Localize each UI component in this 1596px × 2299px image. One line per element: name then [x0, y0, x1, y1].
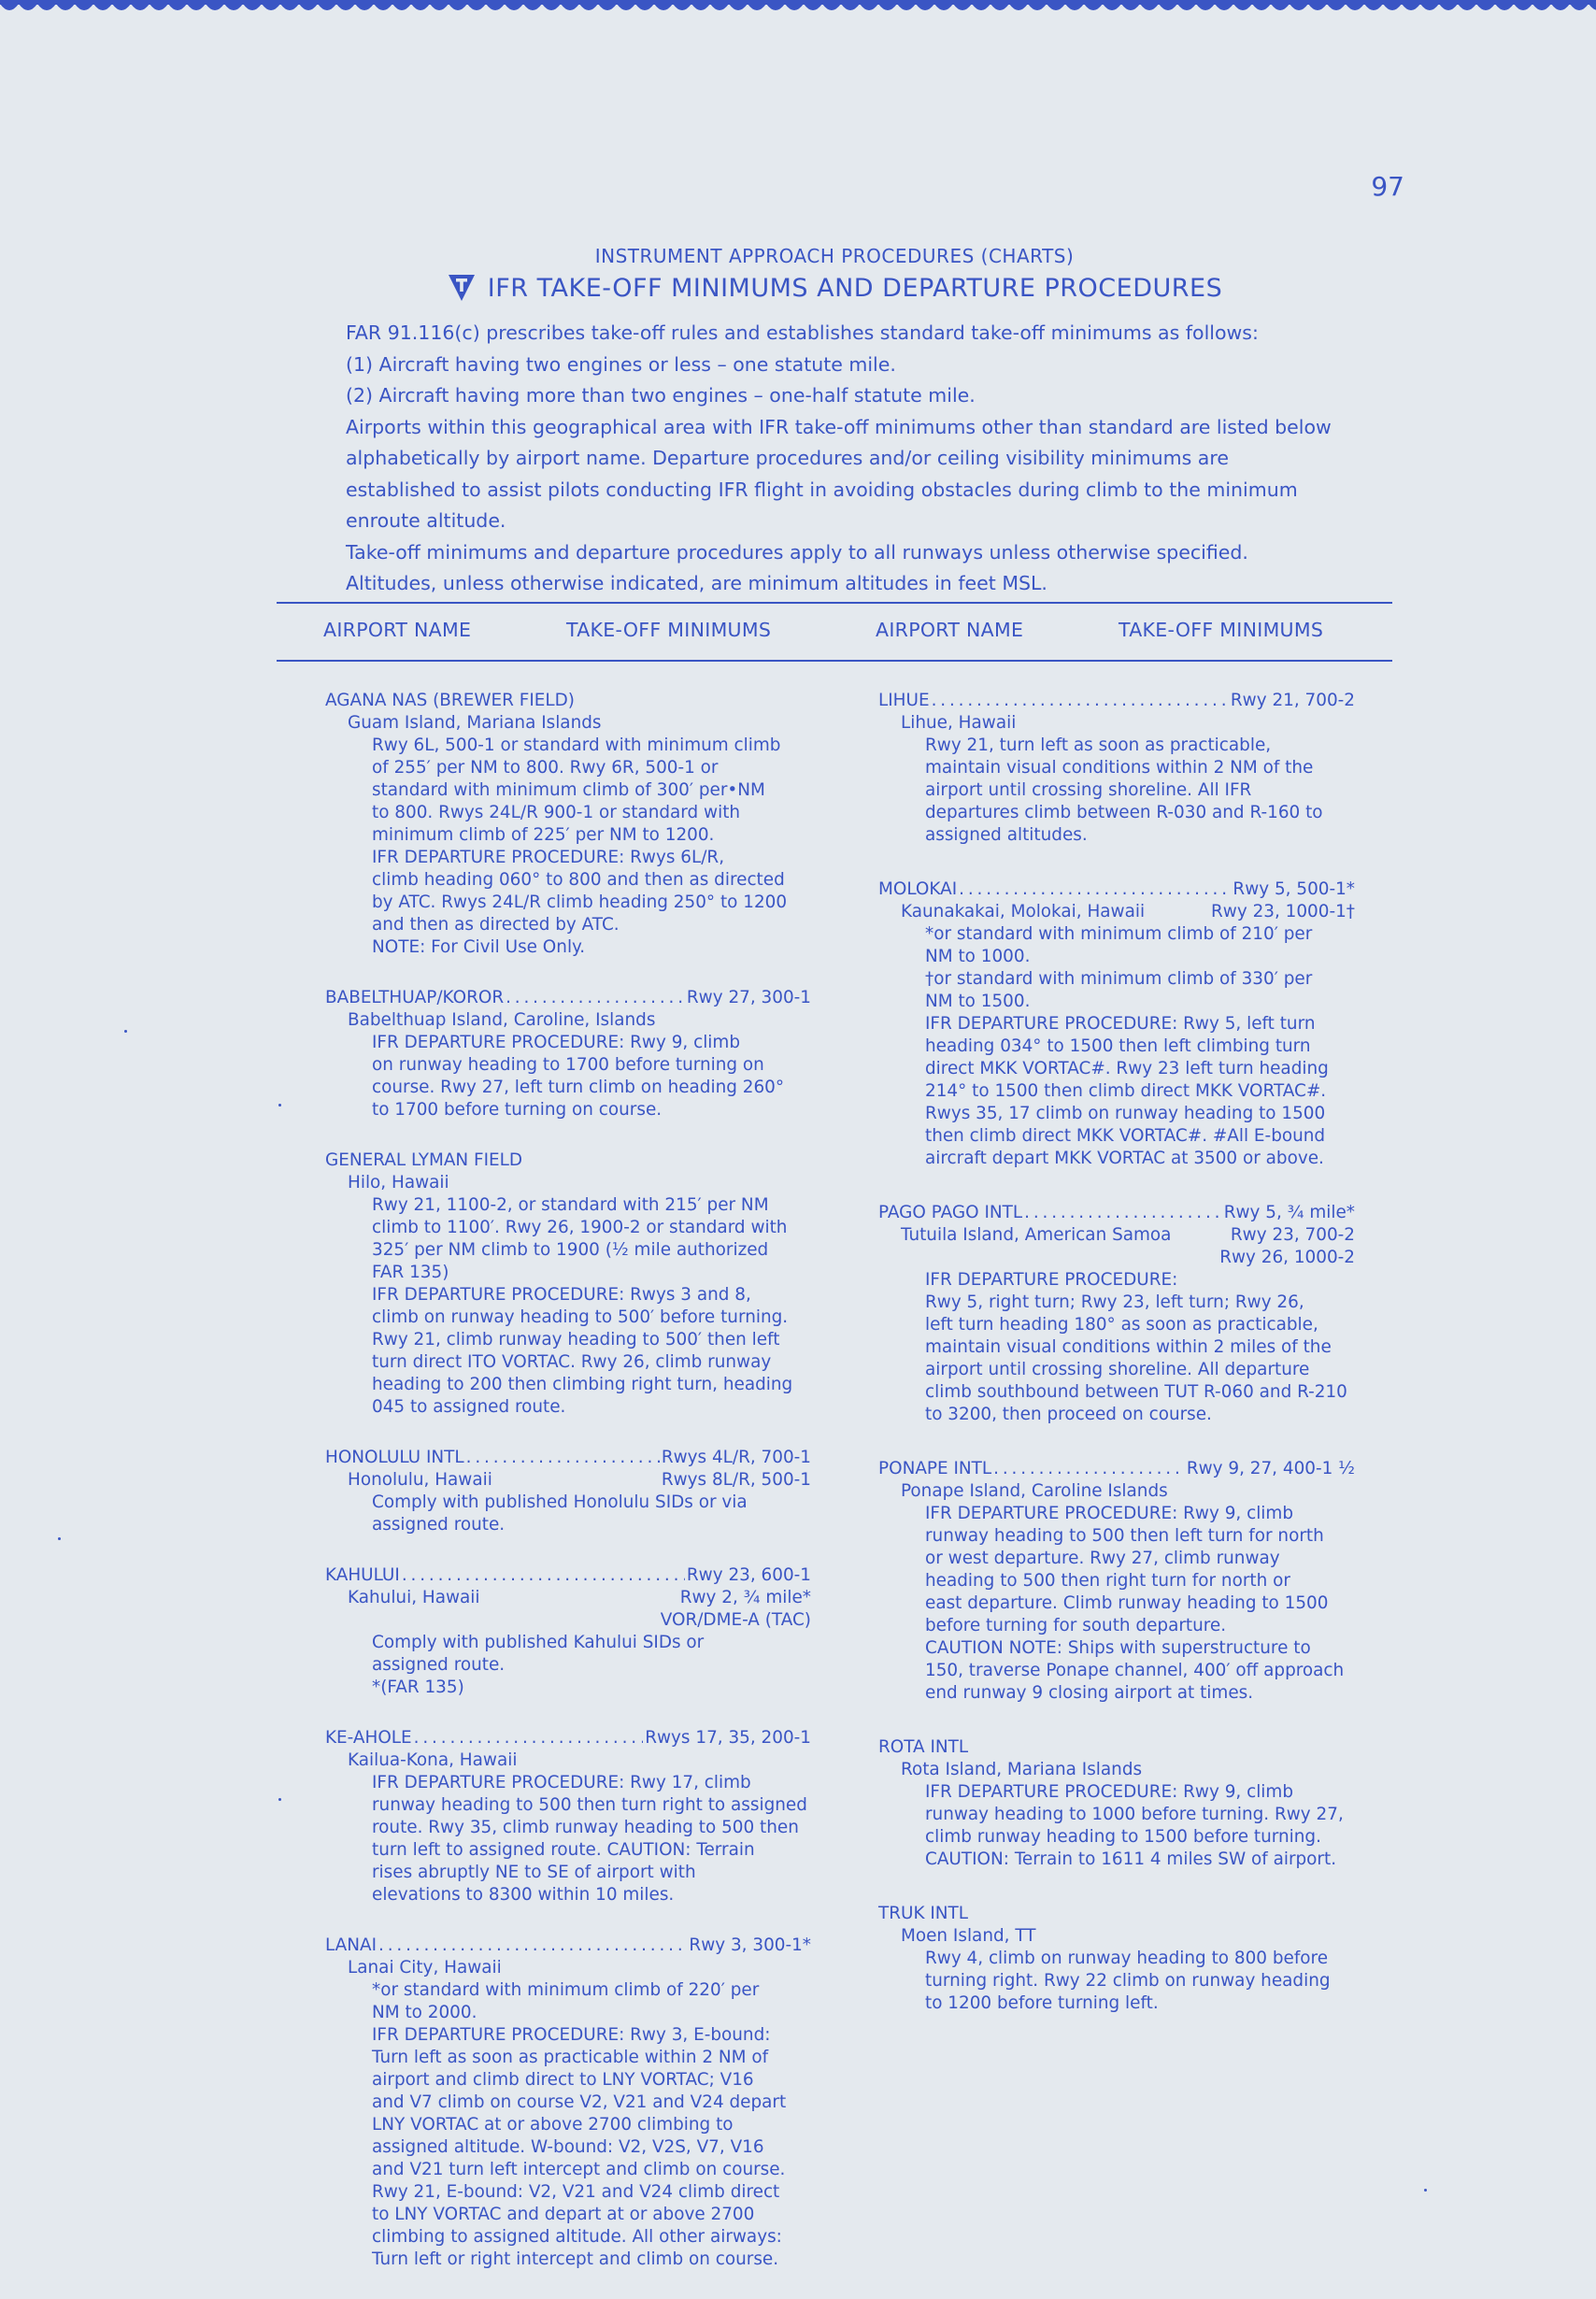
- airport-heading-row: [878, 1736, 1355, 1759]
- departure-procedure-text: Rwy 21, 1100-2, or standard with 215′ per NM climb to 1100′. Rwy 26, 1900-2 or standard with 325′ per NM climb to 1900 (½ mile authorized FAR 135) IFR DEPARTURE PROCEDURE: Rwys 3 and 8, climb on runway heading to 500′ before turning. Rwy 21, climb runway heading to 500′ then left turn direct ITO VORTAC. Rwy 26, climb runway heading to 200 then climbing right turn, heading 045 to assigned route.: [372, 1195, 793, 1417]
- airport-name: LIHUE: [878, 691, 930, 710]
- intro-text: [346, 318, 1336, 600]
- divider-bottom: [277, 660, 1392, 662]
- airport-location-row: [325, 712, 811, 735]
- takeoff-minimums: Rwy 23, 700-2: [1230, 1225, 1355, 1245]
- leader-dots: [993, 1458, 1185, 1480]
- airport-heading-row: [878, 1903, 1355, 1925]
- airport-name: BABELTHUAP/KOROR: [325, 988, 505, 1007]
- intro-paragraph: (2) Aircraft having more than two engines – one-half statute mile.: [346, 384, 976, 407]
- airport-location: Honolulu, Hawaii: [348, 1470, 492, 1490]
- takeoff-minimums: Rwy 23, 1000-1†: [1211, 902, 1355, 921]
- airport-entry: [878, 1202, 1355, 1426]
- airport-entry: [325, 1150, 811, 1419]
- departure-procedure-text: *or standard with minimum climb of 220′ per NM to 2000. IFR DEPARTURE PROCEDURE: Rwy 3, E-bound: Turn left as soon as practicable within 2 NM of airport and climb direct to LNY VORTAC; V16 and V7 climb on course V2, V21 and V24 depart LNY VORTAC at or above 2700 climbing to assigned altitude. W-bound: V2, V2S, V7, V16 and V21 turn left intercept and climb on course. Rwy 21, E-bound: V2, V21 and V24 climb direct to LNY VORTAC and depart at or above 2700 climbing to assigned altitude. All other airways: Turn left or right intercept and climb on course.: [372, 1980, 787, 2269]
- airport-heading-row: [325, 1727, 811, 1749]
- departure-procedure-text: IFR DEPARTURE PROCEDURE: Rwy 5, right turn; Rwy 23, left turn; Rwy 26, left turn heading 180° as soon as practicable, maintain visual conditions within 2 miles of the airport until crossing shoreline. All departure climb southbound between TUT R-060 and R-210 to 3200, then proceed on course.: [925, 1270, 1347, 1424]
- column-header-airport-name: AIRPORT NAME: [876, 619, 1024, 641]
- takeoff-minimums: Rwy 3, 300-1*: [689, 1935, 811, 1955]
- leader-dots: [466, 1447, 660, 1469]
- airport-heading-row: [878, 1202, 1355, 1224]
- airport-location: Lihue, Hawaii: [901, 713, 1017, 733]
- departure-procedure-text: Comply with published Honolulu SIDs or via assigned route.: [372, 1492, 748, 1535]
- airport-name: PAGO PAGO INTL: [878, 1203, 1023, 1222]
- airport-heading-row: [878, 690, 1355, 712]
- airport-entry: [878, 1903, 1355, 2015]
- airport-location: Kahului, Hawaii: [348, 1588, 480, 1607]
- intro-paragraph: FAR 91.116(c) prescribes take-off rules and establishes standard take-off minimums as follows:: [346, 321, 1259, 344]
- divider-top: [277, 602, 1392, 604]
- takeoff-minimums: Rwys 8L/R, 500-1: [661, 1470, 811, 1490]
- leader-dots: [959, 878, 1231, 901]
- leader-dots: [1024, 1202, 1222, 1224]
- airport-location-row: [878, 1759, 1355, 1781]
- airport-location: Kaunakakai, Molokai, Hawaii: [901, 902, 1146, 921]
- page-number: 97: [1371, 171, 1404, 202]
- takeoff-minimums: Rwy 5, ¾ mile*: [1223, 1203, 1355, 1222]
- right-column: [878, 690, 1355, 2047]
- airport-entry: [325, 1935, 811, 2271]
- airport-location: Ponape Island, Caroline Islands: [901, 1481, 1168, 1501]
- speck: [1424, 2189, 1427, 2192]
- airport-name: KAHULUI: [325, 1565, 400, 1585]
- page-title-text: IFR TAKE-OFF MINIMUMS AND DEPARTURE PROCEDURES: [487, 273, 1223, 303]
- airport-heading-row: [325, 1564, 811, 1587]
- airport-location-row: [878, 1925, 1355, 1948]
- takeoff-minimums-symbol-icon: [447, 273, 477, 303]
- airport-location: Moen Island, TT: [901, 1926, 1036, 1946]
- takeoff-minimums: Rwy 21, 700-2: [1230, 691, 1355, 710]
- column-header-airport-name: AIRPORT NAME: [323, 619, 472, 641]
- departure-procedure-text: Rwy 4, climb on runway heading to 800 before turning right. Rwy 22 climb on runway heading to 1200 before turning left.: [925, 1949, 1331, 2013]
- airport-heading-row: [325, 1447, 811, 1469]
- speck: [124, 1030, 127, 1033]
- column-header-takeoff-minimums: TAKE-OFF MINIMUMS: [1119, 619, 1324, 641]
- left-column: [325, 690, 811, 2299]
- scalloped-border: [0, 0, 1596, 17]
- airport-heading-row: [878, 878, 1355, 901]
- airport-name: MOLOKAI: [878, 879, 958, 899]
- airport-location-row: [878, 1224, 1355, 1247]
- airport-heading-row: [325, 690, 811, 712]
- airport-location-row: [325, 1009, 811, 1032]
- takeoff-minimums: Rwy 2, ¾ mile*: [679, 1588, 811, 1607]
- leader-dots: [402, 1564, 685, 1587]
- airport-name: ROTA INTL: [878, 1737, 969, 1757]
- departure-procedure-text: IFR DEPARTURE PROCEDURE: Rwy 9, climb runway heading to 500 then left turn for north or west departure. Rwy 27, climb runway heading to 500 then right turn for north or east departure. Climb runway heading to 1500 before turning for south departure. CAUTION NOTE: Ships with superstructure to 150, traverse Ponape channel, 400′ off approach end runway 9 closing airport at times.: [925, 1504, 1345, 1703]
- takeoff-minimums: Rwy 5, 500-1*: [1233, 879, 1355, 899]
- airport-entry: [878, 1736, 1355, 1871]
- takeoff-minimums: Rwy 26, 1000-2: [1219, 1248, 1355, 1267]
- speck: [58, 1537, 61, 1540]
- takeoff-minimums: Rwy 9, 27, 400-1 ½: [1186, 1459, 1355, 1478]
- airport-location-row: [325, 1469, 811, 1492]
- airport-location-row: [325, 1749, 811, 1772]
- takeoff-minimums: VOR/DME-A (TAC): [660, 1610, 811, 1630]
- airport-location: Rota Island, Mariana Islands: [901, 1760, 1143, 1779]
- airport-name: AGANA NAS (BREWER FIELD): [325, 691, 575, 710]
- leader-dots: [414, 1727, 644, 1749]
- airport-location: Kailua-Kona, Hawaii: [348, 1750, 518, 1770]
- airport-name: PONAPE INTL: [878, 1459, 992, 1478]
- airport-name: HONOLULU INTL: [325, 1448, 464, 1467]
- airport-entry: [325, 1564, 811, 1699]
- leader-dots: [506, 987, 685, 1009]
- takeoff-minimums: Rwys 4L/R, 700-1: [661, 1448, 811, 1467]
- airport-entry: [878, 690, 1355, 847]
- intro-paragraph: Altitudes, unless otherwise indicated, are minimum altitudes in feet MSL.: [346, 572, 1047, 594]
- airport-location-row: [878, 1480, 1355, 1503]
- takeoff-minimums: Rwys 17, 35, 200-1: [645, 1728, 811, 1748]
- page-title: [277, 273, 1392, 303]
- airport-name: TRUK INTL: [878, 1904, 969, 1923]
- departure-procedure-text: *or standard with minimum climb of 210′ per NM to 1000. †or standard with minimum climb of 330′ per NM to 1500. IFR DEPARTURE PROCEDURE: Rwy 5, left turn heading 034° to 1500 then left climbing turn direct MKK VORTAC#. Rwy 23 left turn heading 214° to 1500 then climb direct MKK VORTAC#. Rwys 35, 17 climb on runway heading to 1500 then climb direct MKK VORTAC#. #All E-bound aircraft depart MKK VORTAC at 3500 or above.: [925, 924, 1329, 1168]
- airport-location: Tutuila Island, American Samoa: [901, 1225, 1172, 1245]
- intro-paragraph: (1) Aircraft having two engines or less – one statute mile.: [346, 352, 896, 376]
- airport-location-row: [878, 712, 1355, 735]
- airport-location-row: [878, 901, 1355, 923]
- airport-name: LANAI: [325, 1935, 378, 1955]
- airport-entry: [325, 987, 811, 1121]
- airport-location: Lanai City, Hawaii: [348, 1958, 502, 1978]
- departure-procedure-text: IFR DEPARTURE PROCEDURE: Rwy 17, climb runway heading to 500 then turn right to assigned route. Rwy 35, climb runway heading to 500 then turn left to assigned route. CAUTION: Terrain rises abruptly NE to SE of airport with elevations to 8300 within 10 miles.: [372, 1773, 807, 1905]
- airport-heading-row: [878, 1458, 1355, 1480]
- airport-entry: [325, 690, 811, 959]
- airport-entry: [325, 1447, 811, 1536]
- section-title: INSTRUMENT APPROACH PROCEDURES (CHARTS): [594, 245, 1075, 267]
- departure-procedure-text: IFR DEPARTURE PROCEDURE: Rwy 9, climb runway heading to 1000 before turning. Rwy 27, climb runway heading to 1500 before turning. CAUTION: Terrain to 1611 4 miles SW of airport.: [925, 1782, 1344, 1869]
- airport-name: KE-AHOLE: [325, 1728, 412, 1748]
- airport-location-row: [325, 1957, 811, 1979]
- airport-heading-row: [325, 987, 811, 1009]
- airport-entry: [878, 1458, 1355, 1705]
- leader-dots: [378, 1935, 687, 1957]
- column-header-takeoff-minimums: TAKE-OFF MINIMUMS: [566, 619, 772, 641]
- airport-location: Hilo, Hawaii: [348, 1173, 449, 1192]
- airport-entry: [325, 1727, 811, 1906]
- leader-dots: [932, 690, 1229, 712]
- airport-location: Guam Island, Mariana Islands: [348, 713, 602, 733]
- airport-location: Babelthuap Island, Caroline, Islands: [348, 1010, 656, 1030]
- departure-procedure-text: IFR DEPARTURE PROCEDURE: Rwy 9, climb on runway heading to 1700 before turning on course. Rwy 27, left turn climb on heading 260° to 1700 before turning on course.: [372, 1033, 785, 1120]
- takeoff-minimums: Rwy 27, 300-1: [686, 988, 811, 1007]
- departure-procedure-text: Rwy 21, turn left as soon as practicable, maintain visual conditions within 2 NM of the airport until crossing shoreline. All IFR departures climb between R-030 and R-160 to assigned altitudes.: [925, 735, 1323, 845]
- airport-location-row: [325, 1587, 811, 1609]
- departure-procedure-text: Comply with published Kahului SIDs or assigned route. *(FAR 135): [372, 1633, 705, 1697]
- airport-heading-row: [325, 1935, 811, 1957]
- airport-entry: [878, 878, 1355, 1170]
- intro-paragraph: Take-off minimums and departure procedures apply to all runways unless otherwise specified.: [346, 540, 1248, 564]
- speck: [278, 1104, 281, 1107]
- takeoff-minimums: Rwy 23, 600-1: [686, 1565, 811, 1585]
- intro-paragraph: Airports within this geographical area with IFR take-off minimums other than standard are listed below alphabetically by airport name. Departure procedures and/or ceiling visibility minimums are established to assist pilots conducting IFR flight in avoiding obstacles during climb to the minimum enroute altitude.: [346, 415, 1332, 532]
- airport-heading-row: [325, 1150, 811, 1172]
- departure-procedure-text: Rwy 6L, 500-1 or standard with minimum climb of 255′ per NM to 800. Rwy 6R, 500-1 or standard with minimum climb of 300′ per•NM to 800. Rwys 24L/R 900-1 or standard with minimum climb of 225′ per NM to 1200. IFR DEPARTURE PROCEDURE: Rwys 6L/R, climb heading 060° to 800 and then as directed by ATC. Rwys 24L/R climb heading 250° to 1200 and then as directed by ATC. NOTE: For Civil Use Only.: [372, 735, 788, 957]
- airport-name: GENERAL LYMAN FIELD: [325, 1150, 523, 1170]
- airport-location-row: [325, 1172, 811, 1194]
- speck: [278, 1798, 281, 1801]
